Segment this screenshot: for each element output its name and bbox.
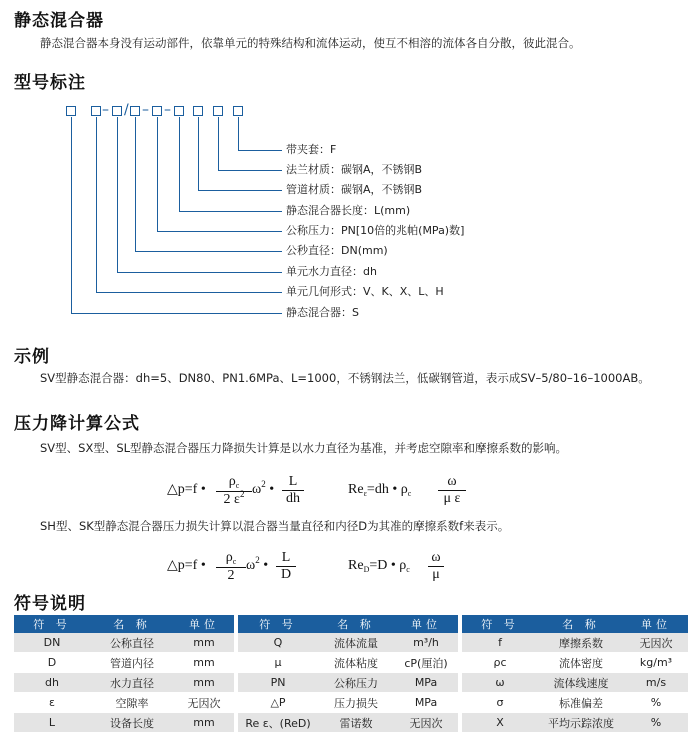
table-cell: μ bbox=[238, 653, 318, 673]
code-label-hydraulic-diameter: 单元水力直径：dh bbox=[286, 265, 377, 278]
table-cell: m³/h bbox=[394, 633, 458, 653]
leader-line bbox=[218, 170, 282, 171]
header-unit: 单位 bbox=[394, 615, 458, 633]
leader-line bbox=[117, 272, 282, 273]
table-row bbox=[238, 673, 458, 693]
formula-intro-sv: SV型、SX型、SL型静态混合器压力降损失计算是以水力直径为基准，并考虑空隙率和摩擦系数的影响。 bbox=[40, 441, 568, 455]
code-label-static-mixer: 静态混合器：S bbox=[286, 306, 359, 319]
table-row bbox=[462, 673, 688, 693]
table-cell: 平均示踪浓度 bbox=[538, 713, 624, 733]
table-cell: mm bbox=[174, 673, 234, 693]
table-cell: 无因次 bbox=[624, 633, 688, 653]
code-label-geometry: 单元几何形式：V、K、X、L、H bbox=[286, 285, 444, 298]
header-name: 名 称 bbox=[90, 615, 174, 633]
table-cell: X bbox=[462, 713, 538, 733]
section-title-model-code: 型号标注 bbox=[14, 73, 86, 93]
table-cell: % bbox=[624, 713, 688, 733]
section-title-symbols: 符号说明 bbox=[14, 594, 86, 614]
table-cell: MPa bbox=[394, 673, 458, 693]
table-cell: mm bbox=[174, 713, 234, 733]
static-mixer-description: 静态混合器本身没有运动部件，依靠单元的特殊结构和流体运动，使互不相溶的流体各自分散，彼此混合。 bbox=[40, 36, 581, 50]
code-box-flange bbox=[213, 106, 223, 116]
table-cell: △P bbox=[238, 693, 318, 713]
leader-line bbox=[71, 313, 282, 314]
leader-line bbox=[157, 231, 282, 232]
table-row bbox=[462, 713, 688, 733]
leader-line bbox=[238, 117, 239, 150]
table-cell: 管道内径 bbox=[90, 653, 174, 673]
code-label-flange-material: 法兰材质：碳钢A，不锈钢B bbox=[286, 163, 423, 176]
header-symbol: 符 号 bbox=[462, 615, 538, 633]
table-row bbox=[238, 713, 458, 733]
table-row bbox=[14, 653, 234, 673]
section-title-static-mixer: 静态混合器 bbox=[14, 11, 104, 31]
table-cell: 无因次 bbox=[394, 713, 458, 733]
code-dash: – bbox=[164, 102, 171, 118]
table-cell: 流体密度 bbox=[538, 653, 624, 673]
table-cell: 公称压力 bbox=[318, 673, 394, 693]
leader-line bbox=[157, 117, 158, 231]
table-cell: cP(厘泊) bbox=[394, 653, 458, 673]
leader-line bbox=[179, 211, 282, 212]
table-cell: % bbox=[624, 693, 688, 713]
table-cell: 无因次 bbox=[174, 693, 234, 713]
table-row bbox=[14, 713, 234, 733]
code-label-pipe-material: 管道材质：碳钢A，不锈钢B bbox=[286, 183, 423, 196]
table-cell: 流体流量 bbox=[318, 633, 394, 653]
code-box-pn bbox=[152, 106, 162, 116]
table-cell: 设备长度 bbox=[90, 713, 174, 733]
table-cell: mm bbox=[174, 633, 234, 653]
table-cell: m/s bbox=[624, 673, 688, 693]
table-cell: Re ε、(ReD) bbox=[238, 713, 318, 733]
table-cell: f bbox=[462, 633, 538, 653]
table-cell: PN bbox=[238, 673, 318, 693]
table-cell: 水力直径 bbox=[90, 673, 174, 693]
table-cell: kg/m³ bbox=[624, 653, 688, 673]
example-text: SV型静态混合器：dh=5、DN80、PN1.6MPa、L=1000，不锈钢法兰，低碳钢管道，表示成SV–5/80–16–1000AB。 bbox=[40, 371, 650, 385]
table-cell: 空隙率 bbox=[90, 693, 174, 713]
formula-intro-sh: SH型、SK型静态混合器压力损失计算以混合器当量直径和内径D为其准的摩擦系数f来表示。 bbox=[40, 519, 510, 533]
table-cell: L bbox=[14, 713, 90, 733]
header-name: 名 称 bbox=[538, 615, 624, 633]
header-symbol: 符 号 bbox=[14, 615, 90, 633]
leader-line bbox=[96, 292, 282, 293]
table-row bbox=[14, 673, 234, 693]
formula-pressure-drop-sh: △p=f • $\frac{\rho_c}{2}$ $\omega^2$ • $\frac{L}{D}$ $Re_D=D$ • $\rho_c$ $\frac{\omega}{\mu}$ bbox=[0, 546, 700, 586]
table-row bbox=[462, 693, 688, 713]
table-cell: 流体粘度 bbox=[318, 653, 394, 673]
code-slash: / bbox=[124, 102, 129, 118]
table-row bbox=[14, 633, 234, 653]
leader-line bbox=[135, 117, 136, 251]
table-cell: 标准偏差 bbox=[538, 693, 624, 713]
header-unit: 单位 bbox=[174, 615, 234, 633]
table-row bbox=[462, 653, 688, 673]
table-cell: Q bbox=[238, 633, 318, 653]
table-row bbox=[238, 653, 458, 673]
table-cell: 压力损失 bbox=[318, 693, 394, 713]
header-name: 名 称 bbox=[318, 615, 394, 633]
code-box-geometry bbox=[91, 106, 101, 116]
table-row bbox=[238, 633, 458, 653]
leader-line bbox=[179, 117, 180, 211]
leader-line bbox=[198, 190, 282, 191]
table-cell: 流体线速度 bbox=[538, 673, 624, 693]
leader-line bbox=[238, 150, 282, 151]
table-cell: 雷诺数 bbox=[318, 713, 394, 733]
table-cell: ρc bbox=[462, 653, 538, 673]
table-cell: 摩擦系数 bbox=[538, 633, 624, 653]
leader-line bbox=[198, 117, 199, 190]
formula-pressure-drop-sv: △p=f • $\frac{\rho_c}{2 \varepsilon^2}$ $\omega^2$ • $\frac{L}{dh}$ $Re_\varepsilon=dh$ • $\rho_c$ $\frac{\omega}{\text{μ ε}}$ bbox=[0, 470, 700, 510]
code-box-pipe bbox=[193, 106, 203, 116]
leader-line bbox=[71, 117, 72, 313]
section-title-example: 示例 bbox=[14, 347, 50, 367]
header-symbol: 符 号 bbox=[238, 615, 318, 633]
table-cell: 公称直径 bbox=[90, 633, 174, 653]
table-cell: ε bbox=[14, 693, 90, 713]
code-label-jacket: 带夹套：F bbox=[286, 143, 337, 156]
symbol-table-3 bbox=[462, 615, 688, 733]
code-label-pressure: 公称压力：PN[10倍的兆帕(MPa)数] bbox=[286, 224, 465, 237]
code-box-s bbox=[66, 106, 76, 116]
table-cell: mm bbox=[174, 653, 234, 673]
table-row bbox=[462, 633, 688, 653]
symbol-table-2 bbox=[238, 615, 458, 733]
code-label-diameter: 公秒直径：DN(mm) bbox=[286, 244, 388, 257]
code-dash: – bbox=[142, 102, 149, 118]
code-box-jacket bbox=[233, 106, 243, 116]
leader-line bbox=[218, 117, 219, 170]
code-box-dh bbox=[112, 106, 122, 116]
symbol-table-1 bbox=[14, 615, 234, 733]
header-unit: 单位 bbox=[624, 615, 688, 633]
code-dash: – bbox=[102, 102, 109, 118]
code-label-length: 静态混合器长度：L(mm) bbox=[286, 204, 411, 217]
table-cell: ω bbox=[462, 673, 538, 693]
code-box-dn bbox=[130, 106, 140, 116]
section-title-pressure-formula: 压力降计算公式 bbox=[14, 414, 140, 434]
table-cell: D bbox=[14, 653, 90, 673]
leader-line bbox=[117, 117, 118, 272]
table-row bbox=[238, 693, 458, 713]
table-cell: MPa bbox=[394, 693, 458, 713]
table-cell: σ bbox=[462, 693, 538, 713]
table-cell: dh bbox=[14, 673, 90, 693]
code-box-length bbox=[174, 106, 184, 116]
table-row bbox=[14, 693, 234, 713]
table-cell: DN bbox=[14, 633, 90, 653]
leader-line bbox=[96, 117, 97, 292]
leader-line bbox=[135, 251, 282, 252]
